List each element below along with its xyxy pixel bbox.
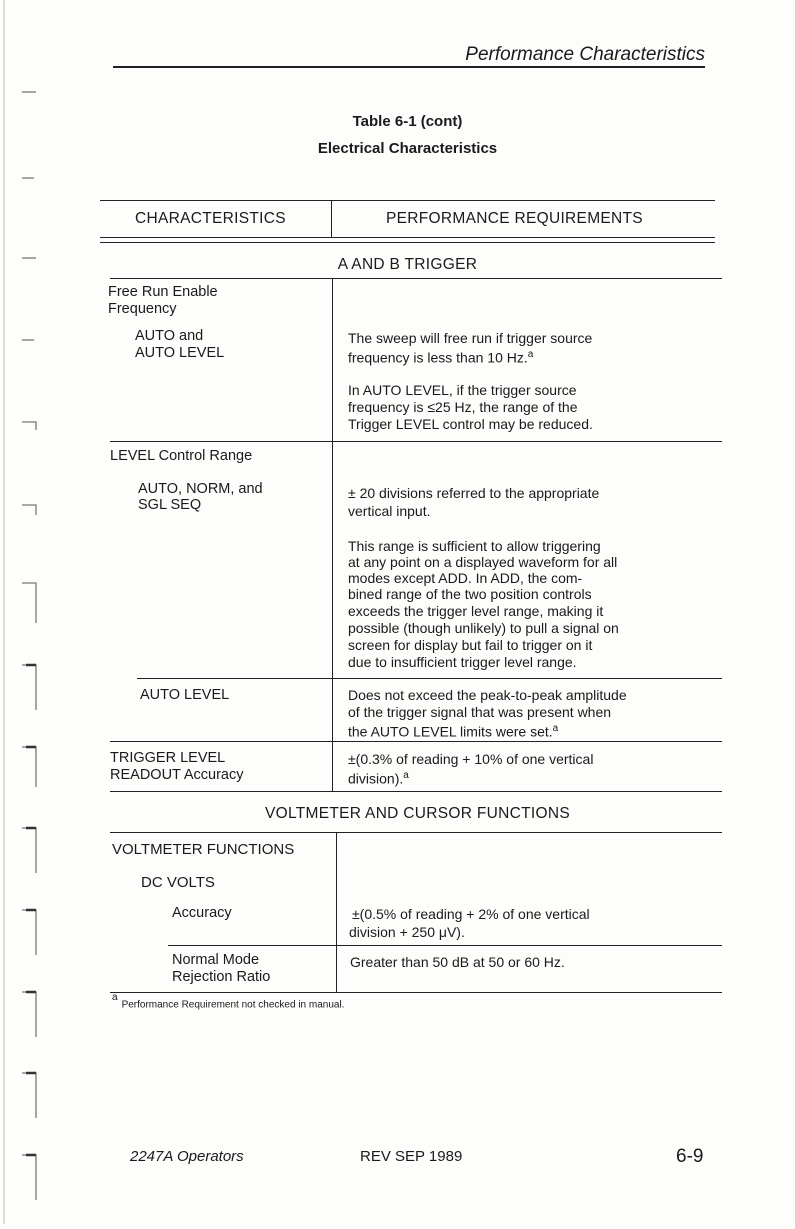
section-heading-voltmeter: VOLTMETER AND CURSOR FUNCTIONS [265, 805, 570, 822]
auto-level-req-line1: Does not exceed the peak-to-peak amplitude [348, 687, 627, 703]
binder-margin [0, 0, 45, 1224]
free-run-label-line2: Frequency [108, 301, 177, 317]
footnote-ref: a [552, 723, 559, 734]
footer-manual-name: 2247A Operators [130, 1148, 244, 1165]
level-range-req-line2: vertical input. [348, 503, 431, 519]
column-divider-header [331, 200, 332, 237]
row-rule-auto-level [110, 741, 722, 742]
table-bottom-rule [110, 992, 722, 993]
free-run-req-line2 [348, 347, 533, 366]
level-range-para-line6: possible (though unlikely) to pull a signal on [348, 620, 619, 636]
header-double-rule-1 [100, 237, 715, 238]
footnote-ref: a [403, 770, 409, 781]
level-range-sub-line2: SGL SEQ [138, 497, 202, 513]
normal-mode-label-line1: Normal Mode [172, 952, 260, 968]
level-range-para-line7: screen for display but fail to trigger on it [348, 637, 593, 653]
level-range-para-line8: due to insufficient trigger level range. [348, 654, 577, 670]
footnote-ref: a [527, 349, 534, 360]
row-rule-level-range [137, 678, 722, 679]
section-rule-voltmeter [110, 832, 722, 833]
footer-revision: REV SEP 1989 [360, 1148, 463, 1165]
trigger-readout-req-line2-text: division). [348, 770, 404, 787]
footnote [112, 992, 345, 1011]
row-rule-free-run [110, 441, 722, 442]
accuracy-req-line2: division + 250 μV). [349, 924, 465, 940]
header-rule [113, 66, 705, 68]
footnote-text: Performance Requirement not checked in manual. [121, 999, 345, 1011]
auto-level-req-line3 [348, 721, 558, 740]
footer-page-number: 6-9 [676, 1146, 704, 1167]
normal-mode-label-line2: Rejection Ratio [172, 969, 271, 985]
level-range-label: LEVEL Control Range [110, 448, 253, 464]
binder-holes-graphic [0, 0, 45, 1224]
free-run-sub-line1: AUTO and [135, 328, 204, 344]
voltmeter-functions-label: VOLTMETER FUNCTIONS [112, 841, 295, 858]
level-range-sub-line1: AUTO, NORM, and [138, 481, 263, 497]
free-run-req-line2-text: frequency is less than 10 Hz. [348, 349, 528, 366]
accuracy-label: Accuracy [172, 905, 232, 921]
level-range-para-line3: modes except ADD. In ADD, the com- [348, 570, 583, 586]
free-run-req-line3: In AUTO LEVEL, if the trigger source [348, 382, 577, 398]
dc-volts-label: DC VOLTS [141, 874, 215, 891]
section-rule-trigger [110, 278, 722, 279]
row-rule-accuracy [168, 945, 722, 946]
column-header-requirements: PERFORMANCE REQUIREMENTS [386, 210, 643, 227]
column-header-characteristics: CHARACTERISTICS [135, 210, 286, 227]
auto-level-req-line3-text: the AUTO LEVEL limits were set. [348, 723, 553, 740]
normal-mode-req: Greater than 50 dB at 50 or 60 Hz. [350, 954, 565, 970]
accuracy-req-line1: ±(0.5% of reading + 2% of one vertical [352, 906, 590, 922]
header-double-rule-2 [100, 242, 715, 243]
column-divider-voltmeter [336, 832, 337, 992]
auto-level-req-line2: of the trigger signal that was present when [348, 704, 612, 720]
level-range-para-line2: at any point on a displayed waveform for all [348, 554, 618, 570]
free-run-req-line5: Trigger LEVEL control may be reduced. [348, 416, 593, 432]
trigger-readout-label-line2: READOUT Accuracy [110, 767, 244, 783]
trigger-readout-req-line1: ±(0.3% of reading + 10% of one vertical [348, 751, 594, 767]
level-range-para-line1: This range is sufficient to allow triggering [348, 538, 601, 554]
trigger-readout-req-line2 [348, 768, 409, 787]
level-range-para-line5: exceeds the trigger level range, making it [348, 603, 604, 619]
section-heading-trigger: A AND B TRIGGER [337, 256, 478, 273]
running-header-title: Performance Characteristics [465, 44, 705, 65]
table-title: Electrical Characteristics [317, 140, 498, 157]
auto-level-label: AUTO LEVEL [140, 687, 230, 703]
free-run-label-line1: Free Run Enable [108, 284, 218, 300]
table-number: Table 6-1 (cont) [352, 113, 463, 130]
free-run-req-line4: frequency is ≤25 Hz, the range of the [348, 399, 578, 415]
level-range-para-line4: bined range of the two position controls [348, 586, 592, 602]
free-run-sub-line2: AUTO LEVEL [135, 345, 225, 361]
level-range-req-line1: ± 20 divisions referred to the appropriate [348, 485, 600, 501]
free-run-req-line1: The sweep will free run if trigger source [348, 330, 593, 346]
trigger-readout-label-line1: TRIGGER LEVEL [110, 750, 226, 766]
row-rule-trigger-readout [110, 791, 722, 792]
footnote-mark: a [112, 992, 118, 1003]
table-top-rule [100, 200, 715, 201]
column-divider-trigger [332, 278, 333, 791]
